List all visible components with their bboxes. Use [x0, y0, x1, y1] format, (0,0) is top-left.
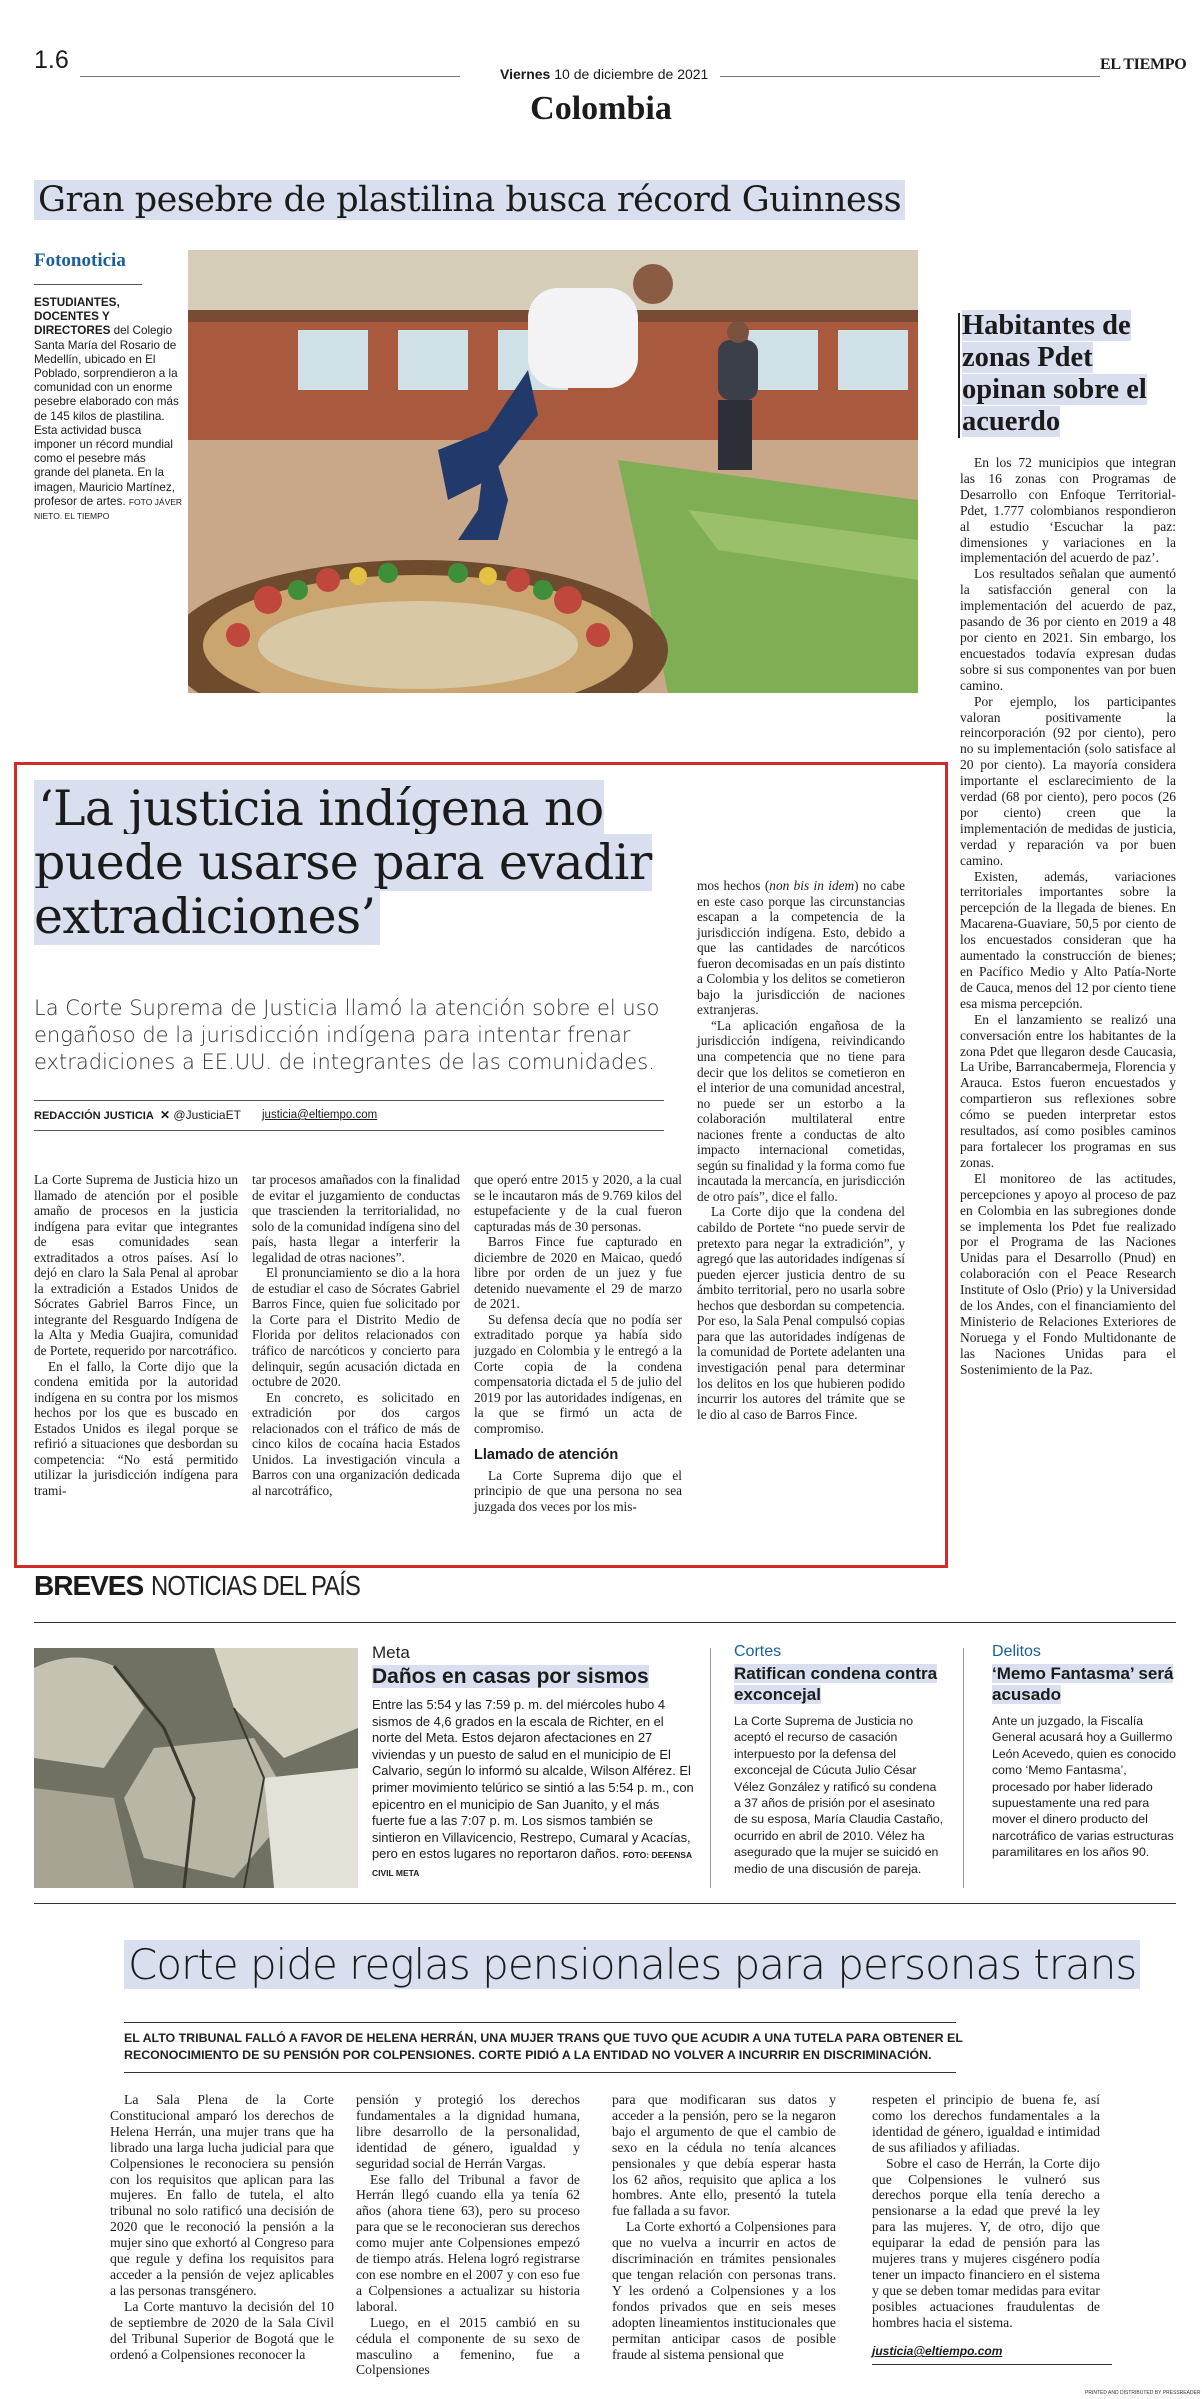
- bottom-col4-para: respeten el principio de buena fe, así como los derechos fundamentales a la identidad de género, igualdad e intimidad de sus afiliados y afiliadas.: [872, 2092, 1100, 2155]
- main-col3-para: Su defensa decía que no podía ser extraditado porque ya había sido juzgado en Colombia y le entregó a la Corte copia de la condena compensatoria dictada el 5 de julio del 2019 por las autoridades indígenas, en la que se firmó un acta de compromiso.: [474, 1311, 682, 1436]
- brief-meta: [372, 1643, 694, 1882]
- bottom-col3-para: para que modificaran sus datos y acceder a la pensión, pero se la negaron bajo el argumento de que el cambio de sexo en la cédula no tenía alcances pensionales y que debía esperar hasta los 62 años, requisito que aplica a los hombres. Ante ello, presentó la tutela fue fallada a su favor.: [612, 2092, 836, 2219]
- side-story-headline: [962, 310, 1177, 438]
- side-para: Los resultados señalan que aumentó la satisfacción general con la implementación del acuerdo de paz, pasando de 36 por ciento en 2019 a 48 por ciento en 2021. Sin embargo, los encuestados todavía expresan dudas sobre si sus componentes van por buen camino.: [960, 566, 1176, 693]
- main-deck: La Corte Suprema de Justicia llamó la atención sobre el uso engañoso de la jurisdicción indígena para intentar frenar extradiciones a EE.UU. de integrantes de las comunidades.: [34, 996, 660, 1074]
- bottom-headline: [124, 1940, 1140, 1989]
- sismos-photo-drawing: [34, 1648, 358, 1888]
- main-col2-para: tar procesos amañados con la finalidad de evitar el juzgamiento de conductas que trascienden la territorialidad, no solo de la comunidad indígena sino del país, hasta llegar a interferir la legalidad de otras naciones”.: [252, 1172, 460, 1265]
- briefs-title-bold: BREVES: [34, 1570, 144, 1601]
- main-col3-para: La Corte Suprema dijo que el principio de que una persona no sea juzgada dos veces por los mis-: [474, 1467, 682, 1514]
- byline-email[interactable]: justicia@eltiempo.com: [262, 1109, 378, 1121]
- bottom-deck: EL ALTO TRIBUNAL FALLÓ A FAVOR DE HELENA HERRÁN, UNA MUJER TRANS QUE TUVO QUE ACUDIR A UNA TUTELA PARA OBTENER EL RECONOCIMIENTO DE SU PENSIÓN POR COLPENSIONES. CORTE PIDIÓ A LA ENTIDAD NO VOLVER A INCURRIR EN DISCRIMINACIÓN.: [124, 2031, 963, 2062]
- footer-printed: PRINTED AND DISTRIBUTED BY PRESSREADER: [1085, 2390, 1201, 2396]
- header-date: [500, 66, 708, 82]
- briefs-title-light: NOTICIAS DEL PAÍS: [150, 1570, 360, 1601]
- side-story-bar: [958, 313, 960, 438]
- brief-delitos-headline-text: ‘Memo Fantasma’ será acusado: [992, 1664, 1174, 1704]
- brief-cortes-tag: Cortes: [734, 1643, 782, 1660]
- bottom-col3-para: La Corte exhortó a Colpensiones para que no vuelva a incurrir en actos de discriminación en trámites pensionales que tengan relación con personas trans. Y les ordenó a Colpensiones y a los fondos privados que en seis meses adopten lineamientos institucionales que permitan anticipar casos de posible fraude al sistema pensional que: [612, 2219, 836, 2362]
- section-title: Colombia: [530, 90, 672, 127]
- side-story-headline-text: Habitantes de zonas Pdet opinan sobre el acuerdo: [962, 310, 1147, 437]
- bottom-headline-text: Corte pide reglas pensionales para personas trans: [124, 1940, 1140, 1989]
- side-story-body: [960, 455, 1176, 1378]
- bottom-email-rule: [872, 2364, 1112, 2365]
- brief-meta-tag: Meta: [372, 1643, 410, 1662]
- main-col2-para: En concreto, es solicitado en extradición por dos cargos relacionados con el tráfico de más de cinco kilos de cocaína hacia Estados Unidos. La investigación vincula a Barros con una organización dedicada al narcotráfico,: [252, 1389, 460, 1498]
- brief-delitos: [992, 1643, 1177, 1861]
- header-date-day: Viernes: [500, 66, 551, 82]
- bottom-col-3: [612, 2092, 836, 2362]
- side-para: El monitoreo de las actitudes, percepciones y apoyo al proceso de paz en Colombia en las subregiones donde se implementa los Pdet fue realizado por el Programa de las Naciones Unidas para el Desarrollo (Pnud) en colaboración con el Peace Research Institute of Oslo (Prio) y la Universidad de los Andes, con el financiamiento del Ministerio de Relaciones Exteriores de Noruega y el Fondo Multidonante de las Naciones Unidas para el Sostenimiento de la Paz.: [960, 1170, 1176, 1377]
- brief-meta-text: [372, 1697, 694, 1882]
- fotonoticia-kicker: Fotonoticia: [34, 250, 126, 271]
- side-para: Existen, además, variaciones territoriales importantes sobre la percepción de la llegada de bienes. En Macarena-Guaviare, 50,5 por ciento de los encuestados consideran que ha aumentado la construcción de bienes; en Pacífico Medio y Alto Patía-Norte de Cauca, menos del 12 por ciento tiene esa misma percepción.: [960, 868, 1176, 1011]
- brief-delitos-tag: Delitos: [992, 1643, 1041, 1660]
- twitter-handle-text: @JusticiaET: [173, 1108, 241, 1122]
- side-para: Por ejemplo, los participantes valoran positivamente la reincorporación (92 por ciento), pero no su implementación (solo satisface al 20 por ciento). La mayoría considera importante el esclarecimiento de la verdad (68 por ciento), pero pocos (26 por ciento) creen que la implementación de medidas de justicia, verdad y reparación va por buen camino.: [960, 693, 1176, 868]
- bottom-col-2: [356, 2092, 580, 2378]
- main-col-1: [34, 1172, 238, 1498]
- brief-meta-headline-text: Daños en casas por sismos: [372, 1665, 649, 1688]
- photo-credit: FOTO JÁVER NIETO. EL TIEMPO: [34, 496, 183, 522]
- main-col3-para: que operó entre 2015 y 2020, a la cual se le incautaron más de 9.769 kilos del estupefaciente y de la cual fueron capturadas más de 30 personas.: [474, 1172, 682, 1234]
- main-col4-para: La Corte dijo que la condena del cabildo de Portete “no puede servir de pretexto para negar la extradición”, y agregó que las autoridades indígenas sí pueden ejercer justicia dentro de su ámbito territorial, pero no usarla sobre hechos que desbordan su competencia. Por eso, la Sala Penal compulsó copias para que las autoridades indígenas de la comunidad de Portete adelanten una investigación penal para determinar los delitos en los que hubieren podido incurrir los autores del trámite que se le dio al caso de Barros Fince.: [697, 1204, 905, 1422]
- main-col3-para: Barros Fince fue capturado en diciembre de 2020 en Maicao, quedó libre por orden de un juez y fue detenido nuevamente el 29 de marzo de 2021.: [474, 1234, 682, 1312]
- bottom-deck-rule-top: [124, 2022, 956, 2023]
- header-rule-right: [720, 76, 1100, 77]
- main-subhead: Llamado de atención: [474, 1447, 619, 1464]
- bottom-deck-rule-bottom: [124, 2072, 956, 2073]
- header-date-rest: 10 de diciembre de 2021: [554, 66, 709, 82]
- brief-meta-headline: [372, 1665, 694, 1689]
- byline-rule-bottom: [34, 1130, 664, 1131]
- bottom-col1-para: La Corte mantuvo la decisión del 10 de septiembre de 2020 de la Sala Civil del Tribunal Superior de Bogotá que le ordenó a Colpensiones reconocer la: [110, 2298, 334, 2362]
- bottom-col-1: [110, 2092, 334, 2362]
- briefs-divider-1: [710, 1648, 711, 1888]
- col4-lead-italic: non bis in idem: [769, 878, 855, 893]
- bottom-col2-para: Luego, en el 2015 cambió en su cédula el componente de su sexo de masculino a femenino, fue a Colpensiones: [356, 2314, 580, 2378]
- brief-cortes-headline-text: Ratifican condena contra exconcejal: [734, 1664, 938, 1704]
- brief-meta-credit: FOTO: DEFENSA CIVIL META: [372, 1850, 692, 1878]
- sismos-photo: [34, 1648, 358, 1888]
- briefs-title: [34, 1570, 397, 1602]
- main-headline: [34, 782, 654, 944]
- kicker-rule: [34, 284, 142, 285]
- photo-caption: [34, 296, 184, 523]
- photo-story-headline: [34, 180, 905, 220]
- bottom-col4-para: Sobre el caso de Herrán, la Corte dijo que Colpensiones le vulneró sus derechos porque ella tenía derecho a pensionarse a la edad que prevé la ley para las mujeres. Y, de otro, dijo que equiparar la edad de pensión para las mujeres trans y mujeres cisgénero podía tener un impacto financiero en el sistema y que se deben tomar medidas para evitar posibles actuaciones fraudulentas de hombres hacia el sistema.: [872, 2155, 1100, 2330]
- twitter-handle[interactable]: [160, 1108, 241, 1122]
- photo-caption-lead: ESTUDIANTES, DOCENTES Y DIRECTORES: [34, 296, 120, 338]
- byline-rule-top: [34, 1100, 664, 1101]
- main-col-2: [252, 1172, 460, 1498]
- photo-caption-text: del Colegio Santa María del Rosario de Medellín, ubicado en El Poblado, sorprendieron a la comunidad con un enorme pesebre elaborado con más de 145 kilos de plastilina. Esta actividad busca imponer un récord mundial como el pesebre más grande del planeta. En la imagen, Mauricio Martínez, profesor de artes.: [34, 324, 179, 508]
- main-col4-lead: [697, 878, 905, 1018]
- main-col4-para: “La aplicación engañosa de la jurisdicción indígena, reivindicando una competencia que no tiene para decir que los delitos se cometieron en el interior de una comunidad ancestral, no puede ser un estorbo a la colaboración multilateral entre naciones frente a conductas de alto impacto internacional cometidas, según su finalidad y la forma como fue incautada la mercancía, en jurisdicción de otro país”, dice el fallo.: [697, 1017, 905, 1204]
- pesebre-photo: [188, 250, 918, 693]
- col4-lead-pre: mos hechos (: [697, 878, 770, 893]
- briefs-divider-2: [963, 1648, 964, 1888]
- brief-cortes-headline: [734, 1663, 946, 1705]
- main-col1-para: La Corte Suprema de Justicia hizo un llamado de atención por el posible amaño de procesos en la justicia indígena para evitar que integrantes de esas comunidades sean extraditados a otros países. Así lo dejó en claro la Sala Penal al aprobar la extradición a Estados Unidos de Sócrates Gabriel Barros Fince, un integrante del Resguardo Indígena de la Alta y Media Guajira, comunidad de Portete, requerido por narcotráfico.: [34, 1172, 238, 1359]
- main-headline-text: ‘La justicia indígena no puede usarse para evadir extradiciones’: [34, 780, 652, 945]
- header-rule-left: [80, 76, 460, 77]
- bottom-col-4: [872, 2092, 1100, 2331]
- brand-logo: EL TIEMPO: [1100, 56, 1187, 73]
- bottom-email[interactable]: justicia@eltiempo.com: [872, 2344, 1003, 2358]
- page-number: 1.6: [34, 46, 69, 74]
- photo-story-headline-text: Gran pesebre de plastilina busca récord Guinness: [34, 180, 905, 220]
- brief-delitos-headline: [992, 1663, 1177, 1705]
- brief-delitos-text: Ante un juzgado, la Fiscalía General acusará hoy a Guillermo León Acevedo, quien es conocido como ‘Memo Fantasma’, procesado por haber liderado supuestamente una red para mover el dinero producto del narcotráfico de varias estructuras paramilitares en los años 90.: [992, 1714, 1176, 1860]
- briefs-bottom-rule: [34, 1903, 1176, 1904]
- brief-cortes: [734, 1643, 946, 1877]
- pesebre-photo-drawing: [188, 250, 918, 693]
- side-para: En el lanzamiento se realizó una conversación entre los habitantes de la zona Pdet que llegaron desde Caucasia, La Uribe, Barrancabermeja, Florencia y Arauca. Estos fueron encuestados y compartieron sus reflexiones sobre cómo se pueden interpretar estos resultados, así como posibles caminos para fortalecer los programas en sus zonas.: [960, 1011, 1176, 1170]
- col4-lead-post: ) no cabe en este caso porque las circunstancias escapan a la competencia de la jurisdicción indígena. Esto, debido a que las cantidades de narcóticos fueron decomisadas en un país distinto a Colombia y los delitos se cometieron bajo la jurisdicción de naciones extranjeras.: [697, 878, 905, 1018]
- briefs-rule: [34, 1622, 1176, 1623]
- bottom-col1-para: La Sala Plena de la Corte Constitucional amparó los derechos de Helena Herrán, una mujer trans que ha librado una larga lucha judicial para que Colpensiones le reconociera su pensión con los requisitos que aplican para las mujeres. En fallo de tutela, el alto tribunal no solo ratificó una decisión de 2020 que le reconoció la pensión a la mujer sino que exhortó al Congreso para que regule y defina los requisitos para acceder a la pensión de vejez aplicables a las personas transgénero.: [110, 2092, 334, 2298]
- twitter-icon: ✕: [160, 1108, 171, 1122]
- main-col2-para: El pronunciamiento se dio a la hora de estudiar el caso de Sócrates Gabriel Barros Fince, quien fue solicitado por la Corte para el Distrito Medio de Florida por delitos relacionados con tráfico de narcóticos y concierto para delinquir, según acusación dictada en octubre de 2020.: [252, 1265, 460, 1390]
- brief-meta-body: Entre las 5:54 y las 7:59 p. m. del miércoles hubo 4 sismos de 4,6 grados en la escala de Richter, en el norte del Meta. Estos dejaron afectaciones en 27 viviendas y un puesto de salud en el municipio de El Calvario, según lo informó su alcalde, Wilson Alférez. El primer movimiento telúrico se sintió a las 5:54 p. m., con epicentro en el municipio de San Juanito, y el más fuerte fue a las 7:07 p. m. Los sismos también se sintieron en Villavicencio, Restrepo, Cumaral y Acacías, pero en estos lugares no reportaron daños.: [372, 1697, 694, 1862]
- side-para: En los 72 municipios que integran las 16 zonas con Programas de Desarrollo con Enfoque Territorial-Pdet, 1.777 colombianos respondieron al estudio ‘Escuchar la paz: dimensiones y variaciones en la implementación del acuerdo de paz’.: [960, 455, 1176, 566]
- main-col1-para: En el fallo, la Corte dijo que la condena emitida por la autoridad indígena en su contra por los mismos hechos por los que es buscado en Estados Unidos es ilegal porque se refirió a situaciones que desbordan su competencia: “No está permitido utilizar la jurisdicción indígena para trami-: [34, 1358, 238, 1498]
- bottom-col2-para: Ese fallo del Tribunal a favor de Herrán llegó cuando ella ya tenía 62 años (ahora tiene 63), pero su proceso para que se le reconocieran sus derechos como mujer ante Colpensiones empezó de tiempo atrás. Helena logró registrarse con ese nombre en el 2007 y con eso fue a Colpensiones a actualizar su historia laboral.: [356, 2171, 580, 2314]
- brief-cortes-text: La Corte Suprema de Justicia no aceptó el recurso de casación interpuesto por la defensa del exconcejal de Cúcuta Julio César Vélez González y ratificó su condena a 37 años de prisión por el asesinato de su esposa, María Claudia Castaño, ocurrido en abril de 2010. Vélez ha asegurado que la mujer se suicidó en medio de una discusión de pareja.: [734, 1714, 944, 1876]
- main-col-4: [697, 878, 905, 1422]
- main-col-3: [474, 1172, 682, 1514]
- byline: REDACCIÓN JUSTICIA: [34, 1110, 154, 1122]
- bottom-col2-para: pensión y protegió los derechos fundamentales a la dignidad humana, libre desarrollo de la personalidad, identidad de género, igualdad y seguridad social de Herrán Vargas.: [356, 2092, 580, 2171]
